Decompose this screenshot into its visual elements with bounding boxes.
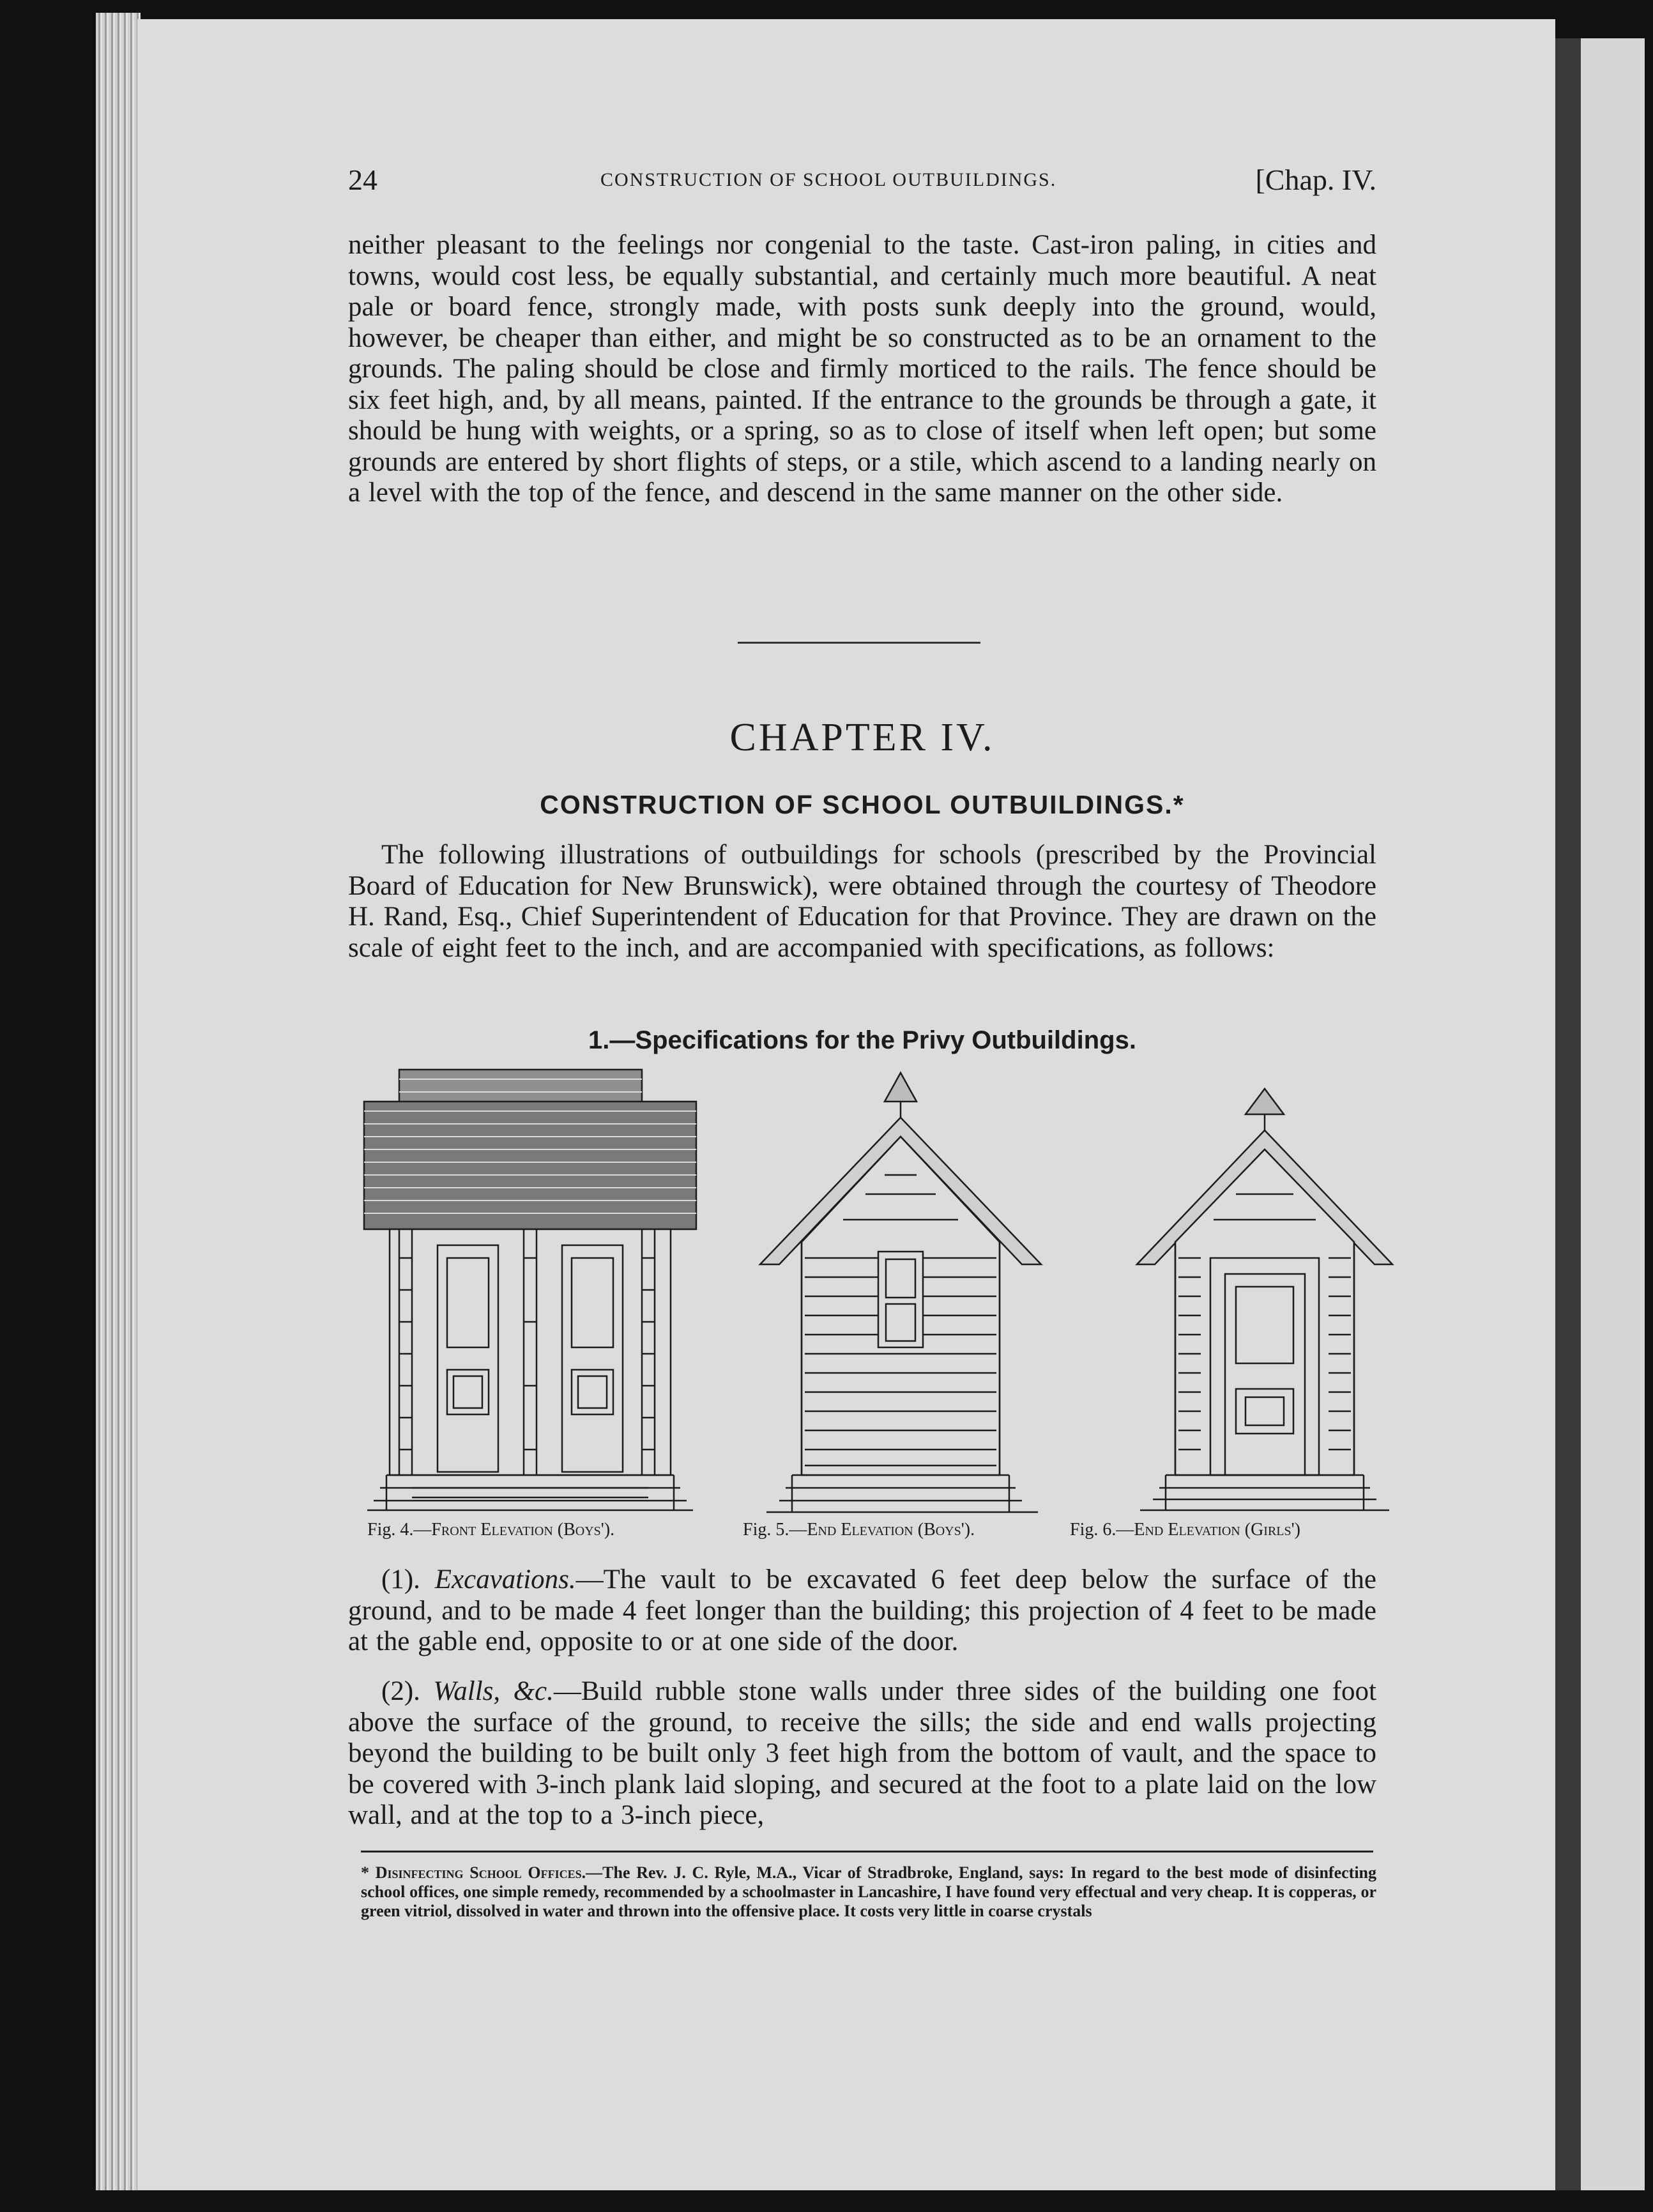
item-heading: Excavations. [434,1564,576,1595]
chapter-subtitle: CONSTRUCTION OF SCHOOL OUTBUILDINGS.* [540,790,1185,819]
figure-label: Fig. 4.— [367,1520,432,1540]
paragraph-text: neither pleasant to the feelings nor congenial to the taste. Cast-iron paling, in cities and towns, would cost less, be equally substantial, and certainly much more beautiful. A neat pale or board fence, strongly made, with posts sunk deeply into the ground, would, however, be cheaper than either, and might be so constructed as to be an ornament to the grounds. The paling should be close and firmly morticed to the rails. The fence should be six feet high, and, by all means, painted. If the entrance to the grounds be through a gate, it should be hung with weights, or a spring, so as to close of itself when left open; but some grounds are entered by short flights of steps, or a stile, which ascend to a landing nearly on a level with the top of the fence, and descend in the same manner on the other side. [348,230,1376,508]
book-gutter [1555,38,1645,2190]
gable-finial [1245,1089,1284,1114]
figure-caption-5 [743,1520,975,1540]
chapter-reference: [Chap. IV. [1255,163,1376,196]
figure-label: Fig. 5.— [743,1520,807,1540]
figure-caption-4 [367,1520,614,1540]
item-text: —Build rubble stone walls under three sides of the building one foot above the surface of the ground, to receive the sills; the side and end walls projecting beyond the building to be built only 3 feet high from the bottom of vault, and the space to be covered with 3-inch plank laid sloping, and secured at the foot to a plate laid on the low wall, and at the top to a 3-inch piece, [348,1676,1376,1830]
paragraph-introduction: The following illustrations of outbuildings for schools (prescribed by the Provincial Board of Education for New Brunswick), were obtained through the courtesy of Theodore H. Rand, Esq., Chief Superintendent of Education for that Province. They are drawn on the scale of eight feet to the inch, and are accompanied with specifications, as follows: [348,840,1376,963]
item-heading: Walls, &c. [433,1676,554,1706]
figure-caption-6 [1070,1520,1300,1540]
running-header [348,163,1376,201]
figure-caption-text: End Elevation (Girls') [1134,1520,1300,1540]
figure-end-elevation-girls [1131,1086,1399,1513]
book-page-edges [96,13,141,2190]
section-divider [738,642,980,644]
footnote-text: —The Rev. J. C. Ryle, M.A., Vicar of Stradbroke, England, says: In regard to the best mode of disinfecting school offices, one simple remedy, recommended by a schoolmaster in Lancashire, I have found very effectual and very cheap. It is copperas, or green vitriol, dissolved in water and thrown into the offensive place. It costs very little in coarse crystals [361,1863,1376,1920]
footnote [361,1863,1376,1921]
figure-caption-text: Front Elevation (Boys'). [431,1520,615,1540]
end-window [878,1252,923,1347]
chapter-title: CHAPTER IV. [729,716,995,759]
item-number: (2). [381,1676,420,1706]
footnote-lead: * Disinfecting School Offices. [361,1863,586,1882]
figure-front-elevation-boys [361,1066,699,1513]
paragraph-fence [348,230,1376,509]
figure-caption-text: End Elevation (Boys'). [807,1520,975,1540]
roof-shingles [364,1070,696,1229]
footnote-rule [361,1851,1373,1852]
specifications-heading: 1.—Specifications for the Privy Outbuildings. [588,1026,1136,1054]
page-number: 24 [348,163,377,196]
item-text: —The vault to be excavated 6 feet deep below the surface of the ground, and to be made 4 feet longer than the building; this projection of 4 feet to be made at the gable end, opposite to or at one side of the door. [348,1564,1376,1656]
running-title: CONSTRUCTION OF SCHOOL OUTBUILDINGS. [600,169,1057,190]
item-number: (1). [381,1564,420,1595]
gable-finial [885,1073,917,1102]
paragraph-walls [348,1676,1376,1831]
paragraph-excavations [348,1564,1376,1658]
figure-label: Fig. 6.— [1070,1520,1134,1540]
figure-end-elevation-boys [754,1066,1047,1513]
